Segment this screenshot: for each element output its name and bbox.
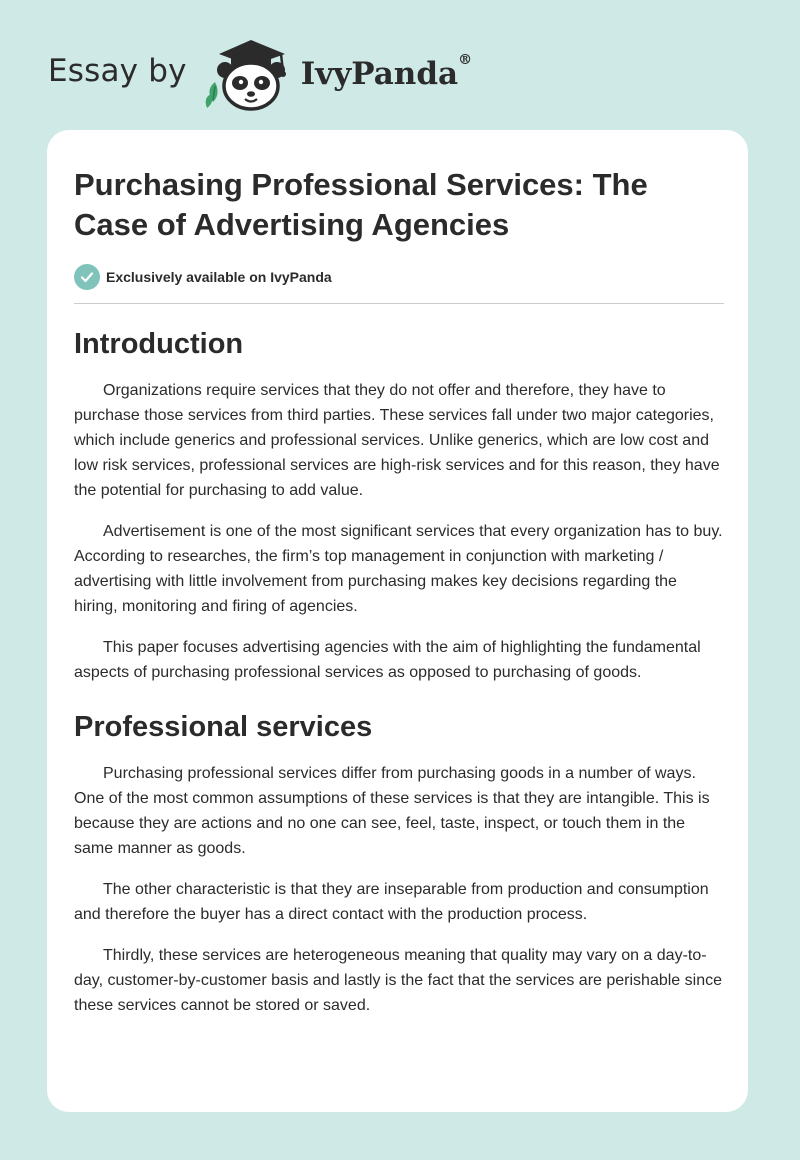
panda-graduate-icon — [201, 36, 297, 112]
brand-prefix: Essay by — [48, 53, 187, 89]
section-heading-professional-services: Professional services — [74, 711, 373, 743]
paragraph: Thirdly, these services are heterogeneous meaning that quality may vary on a day-to-day, customer-by-customer basis and lastly is the fact that the services are perishable since these services cannot be stored or saved. — [74, 947, 722, 1014]
paragraph: Organizations require services that they do not offer and therefore, they have to purchase those services from third parties. These services fall under two major categories, which include generics and professional services. Unlike generics, which are low cost and low risk services, professional services are high-risk services and for this reason, they have the potential for purchasing to add value. — [74, 382, 720, 499]
essay-card — [47, 130, 748, 1112]
exclusive-label: Exclusively available on IvyPanda — [106, 269, 332, 285]
paragraph: This paper focuses advertising agencies with the aim of highlighting the fundamental aspects of purchasing professional services as opposed to purchasing of goods. — [74, 639, 701, 681]
paragraph: Advertisement is one of the most significant services that every organization has to buy. According to researches, the firm’s top management in conjunction with marketing / advertising with little involvement from purchasing makes key decisions regarding the hiring, monitoring and firing of agencies. — [74, 523, 723, 615]
paragraph: The other characteristic is that they are inseparable from production and consumption and therefore the buyer has a direct contact with the production process. — [74, 881, 709, 923]
paragraph: Purchasing professional services differ from purchasing goods in a number of ways. One of the most common assumptions of these services is that they are intangible. This is because they are actions and no one can see, feel, taste, inspect, or touch them in the same manner as goods. — [74, 765, 710, 857]
brand-name: IvyPanda® — [300, 52, 473, 92]
page-title: Purchasing Professional Services: The Case of Advertising Agencies — [74, 167, 648, 242]
exclusive-badge — [74, 263, 724, 291]
essay-content — [74, 165, 724, 1018]
registered-mark: ® — [458, 52, 473, 68]
brand-header[interactable] — [48, 36, 472, 112]
check-icon — [74, 264, 100, 290]
section-heading-introduction: Introduction — [74, 328, 244, 360]
divider — [74, 303, 724, 304]
